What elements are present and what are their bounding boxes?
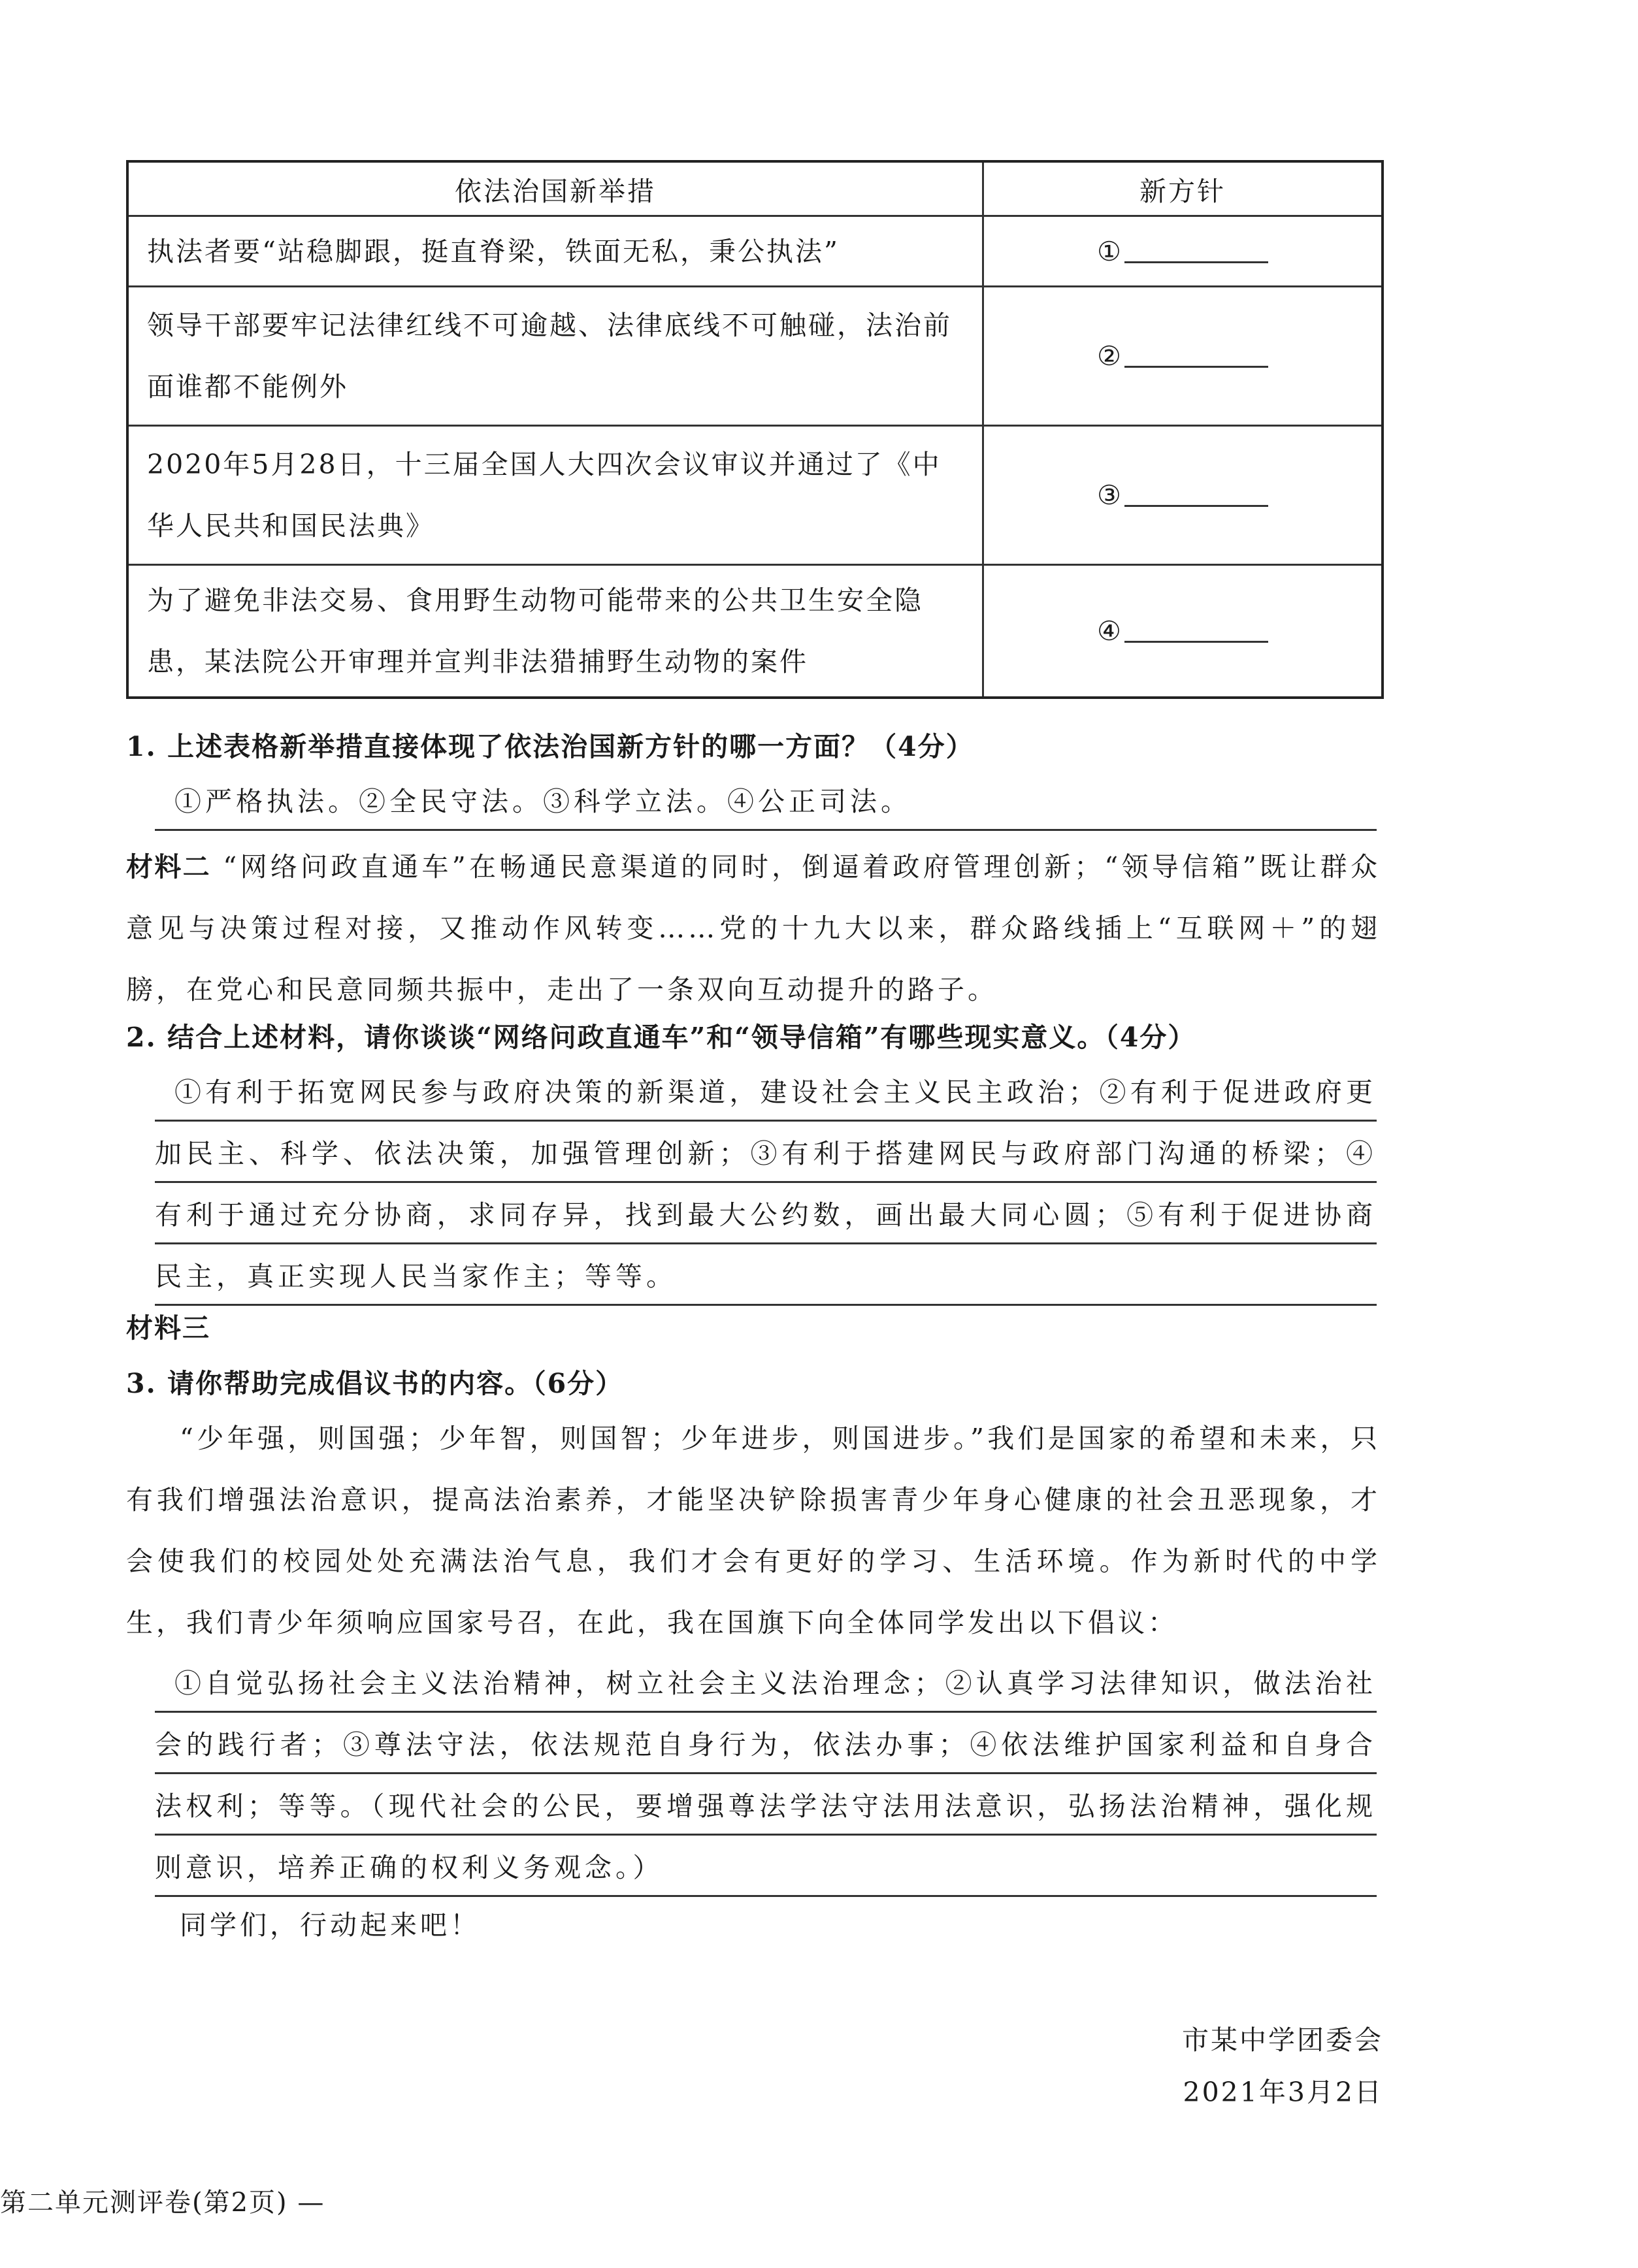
material-2 <box>126 836 1381 1020</box>
answer-2: ①有利于拓宽网民参与政府决策的新渠道，建设社会主义民主政治；②有利于促进政府更加民主、科学、依法决策，加强管理创新；③有利于搭建网民与政府部门沟通的桥梁；④有利于通过充分协商，求同存异，找到最大公约数，画出最大同心圆；⑤有利于促进协商民主，真正实现人民当家作主；等等。 <box>155 1061 1377 1307</box>
date: 2021年3月2日 <box>1183 2077 1383 2108</box>
table-row <box>127 216 1383 287</box>
table-cell-blank <box>983 287 1383 426</box>
table-cell-blank <box>983 216 1383 287</box>
question-3: 3. 请你帮助完成倡议书的内容。（6分） <box>126 1368 624 1399</box>
table-header-policy: 新方针 <box>983 161 1383 216</box>
material-3-label: 材料三 <box>126 1312 210 1344</box>
answer-blank-line <box>1124 341 1268 368</box>
table-row <box>127 565 1383 698</box>
blank-number: ③ <box>1097 479 1123 511</box>
blank-number: ② <box>1097 340 1123 372</box>
table-cell-measure: 为了避免非法交易、食用野生动物可能带来的公共卫生安全隐患，某法院公开审理并宣判非法猎捕野生动物的案件 <box>127 565 983 698</box>
signature: 市某中学团委会 <box>1182 2024 1383 2056</box>
answer-blank-line <box>1124 480 1268 507</box>
table-cell-blank <box>983 565 1383 698</box>
table-cell-measure: 执法者要“站稳脚跟，挺直脊梁，铁面无私，秉公执法” <box>127 216 983 287</box>
answer-blank-line <box>1124 616 1268 643</box>
answer-blank-line <box>1124 236 1268 263</box>
material-2-text: “网络问政直通车”在畅通民意渠道的同时，倒逼着政府管理创新；“领导信箱”既让群众意见与决策过程对接，又推动作风转变……党的十九大以来，群众路线插上“互联网＋”的翅膀，在党心和民意同频共振中，走出了一条双向互动提升的路子。 <box>126 851 1381 1005</box>
table-cell-measure: 领导干部要牢记法律红线不可逾越、法律底线不可触碰，法治前面谁都不能例外 <box>127 287 983 426</box>
table-cell-blank <box>983 426 1383 565</box>
answer-3: ①自觉弘扬社会主义法治精神，树立社会主义法治理念；②认真学习法律知识，做法治社会的践行者；③尊法守法，依法规范自身行为，依法办事；④依法维护国家利益和自身合法权利；等等。（现代社会的公民，要增强尊法学法守法用法意识，弘扬法治精神，强化规则意识，培养正确的权利义务观念。） <box>155 1653 1377 1898</box>
table-row <box>127 426 1383 565</box>
table-header-measure: 依法治国新举措 <box>127 161 983 216</box>
material-2-label: 材料二 <box>126 851 211 883</box>
blank-number: ④ <box>1097 615 1123 647</box>
table-row <box>127 287 1383 426</box>
answer-1: ①严格执法。②全民守法。③科学立法。④公正司法。 <box>155 771 1377 832</box>
question-2: 2. 结合上述材料，请你谈谈“网络问政直通车”和“领导信箱”有哪些现实意义。（4分） <box>126 1022 1196 1053</box>
blank-number: ① <box>1097 235 1123 267</box>
question-1: 1. 上述表格新举措直接体现了依法治国新方针的哪一方面？（4分） <box>126 731 974 762</box>
measures-table <box>126 160 1384 699</box>
table-cell-measure: 2020年5月28日，十三届全国人大四次会议审议并通过了《中华人民共和国民法典》 <box>127 426 983 565</box>
page-footer: 第二单元测评卷(第2页) — <box>0 2188 325 2218</box>
proposal-closing: 同学们，行动起来吧！ <box>180 1909 480 1941</box>
proposal-intro: “少年强，则国强；少年智，则国智；少年进步，则国进步。”我们是国家的希望和未来，只有我们增强法治意识，提高法治素养，才能坚决铲除损害青少年身心健康的社会丑恶现象，才会使我们的校园处处充满法治气息，我们才会有更好的学习、生活环境。作为新时代的中学生，我们青少年须响应国家号召，在此，我在国旗下向全体同学发出以下倡议： <box>126 1423 1381 1638</box>
table-header-row <box>127 161 1383 216</box>
